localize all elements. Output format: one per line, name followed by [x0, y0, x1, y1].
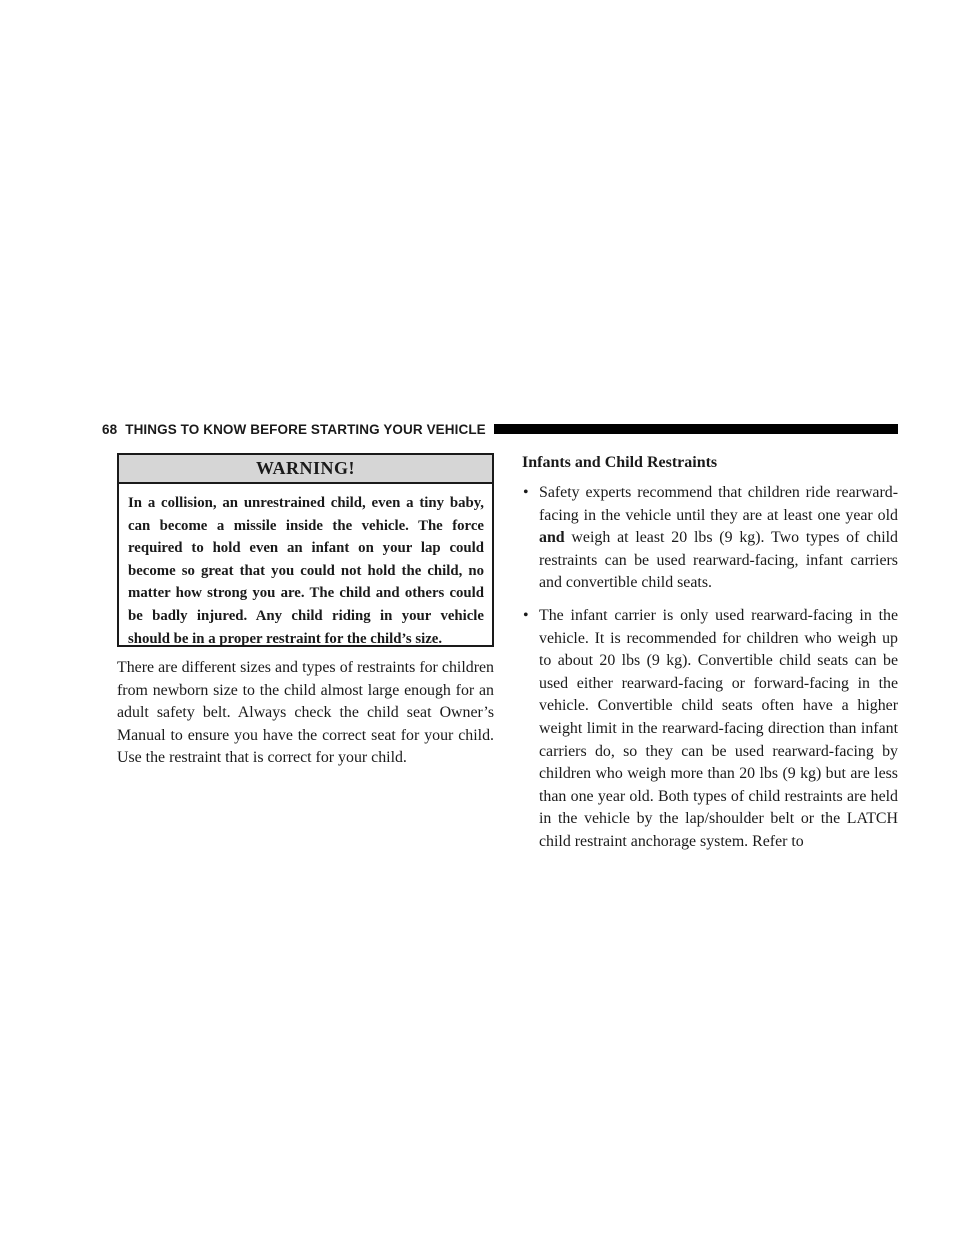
bullet-text-emphasis: and: [539, 529, 565, 547]
bullet-text-part: weigh at least 20 lbs (9 kg). Two types of child restraints can be used rearward-facing, infant carriers and convertible child seats.: [539, 529, 898, 592]
bullet-marker: •: [523, 484, 529, 501]
bullet-text: The infant carrier is only used rearward-facing in the vehicle. It is recommended for children who weigh up to about 20 lbs (9 kg). Convertible child seats can be used either rearward-facing or forward-facing in the vehicle. Convertible child seats often have a higher weight limit in the rearward-facing direction than infant carriers do, so they can be used rearward-facing by children who weigh more than 20 lbs (9 kg) but are less than one year old. Both types of child restraints are held in the vehicle by the lap/shoulder belt or the LATCH child restraint anchorage system. Refer to: [539, 606, 898, 850]
warning-box: [117, 453, 494, 647]
warning-text: In a collision, an unrestrained child, even a tiny baby, can become a missile inside the vehicle. The force required to hold even an infant on your lap could become so great that you could not hold the child, no matter how strong you are. The child and others could be badly injured. Any child riding in your vehicle should be in a proper restraint for the child’s size.: [128, 495, 484, 647]
header-rule: [494, 424, 898, 434]
bullet-text-part: Safety experts recommend that children ride rearward-facing in the vehicle until they are at least one year old: [539, 484, 898, 524]
section-heading: Infants and Child Restraints: [522, 454, 718, 471]
chapter-title: THINGS TO KNOW BEFORE STARTING YOUR VEHICLE: [125, 421, 486, 437]
intro-paragraph: There are different sizes and types of restraints for children from newborn size to the child almost large enough for an adult safety belt. Always check the child seat Owner’s Manual to ensure you have the correct seat for your child. Use the restraint that is correct for your child.: [117, 659, 494, 767]
bullet-marker: •: [523, 606, 529, 624]
page-header: [102, 419, 898, 439]
list-item: [522, 482, 898, 595]
right-column: [522, 452, 898, 864]
warning-title: WARNING!: [119, 455, 492, 484]
page-number: 68: [102, 421, 118, 437]
list-item: [522, 605, 898, 854]
